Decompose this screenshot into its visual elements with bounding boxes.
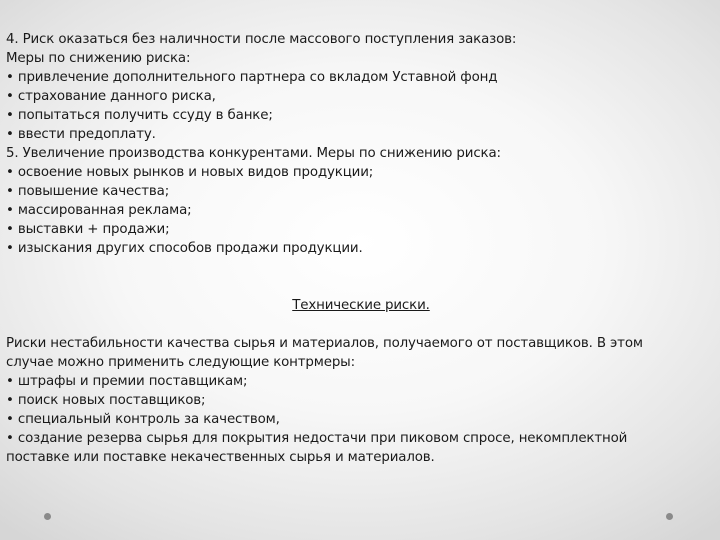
text-line: 4. Риск оказаться без наличности после массового поступления заказов: xyxy=(6,32,517,47)
list-item: • освоение новых рынков и новых видов продукции; xyxy=(6,165,374,180)
list-item: • поиск новых поставщиков; xyxy=(6,393,206,408)
decorative-dot-left xyxy=(44,513,51,520)
section-heading: Технические риски. xyxy=(292,298,430,313)
list-item: • ввести предоплату. xyxy=(6,127,156,142)
list-item: • повышение качества; xyxy=(6,184,170,199)
list-item: • создание резерва сырья для покрытия недостачи при пиковом спросе, некомплектной xyxy=(6,431,628,446)
spacer xyxy=(6,258,706,296)
text-line: поставке или поставке некачественных сырья и материалов. xyxy=(6,450,435,465)
spacer xyxy=(6,315,706,334)
list-item: • изыскания других способов продажи продукции. xyxy=(6,241,363,256)
text-line: Риски нестабильности качества сырья и материалов, получаемого от поставщиков. В этом xyxy=(6,336,643,351)
list-item: • массированная реклама; xyxy=(6,203,192,218)
slide-text-body xyxy=(6,30,706,467)
list-item: • попытаться получить ссуду в банке; xyxy=(6,108,273,123)
list-item: • штрафы и премии поставщикам; xyxy=(6,374,248,389)
list-item: • привлечение дополнительного партнера со вкладом Уставной фонд xyxy=(6,70,498,85)
list-item: • страхование данного риска, xyxy=(6,89,216,104)
section-technical-risks xyxy=(6,334,706,467)
section-competitors-risk xyxy=(6,144,706,258)
text-line: Меры по снижению риска: xyxy=(6,51,191,66)
list-item: • выставки + продажи; xyxy=(6,222,170,237)
decorative-dot-right xyxy=(666,513,673,520)
text-line: 5. Увеличение производства конкурентами. Меры по снижению риска: xyxy=(6,146,501,161)
text-line: случае можно применить следующие контрмеры: xyxy=(6,355,355,370)
section-cash-risk xyxy=(6,30,706,144)
list-item: • специальный контроль за качеством, xyxy=(6,412,280,427)
